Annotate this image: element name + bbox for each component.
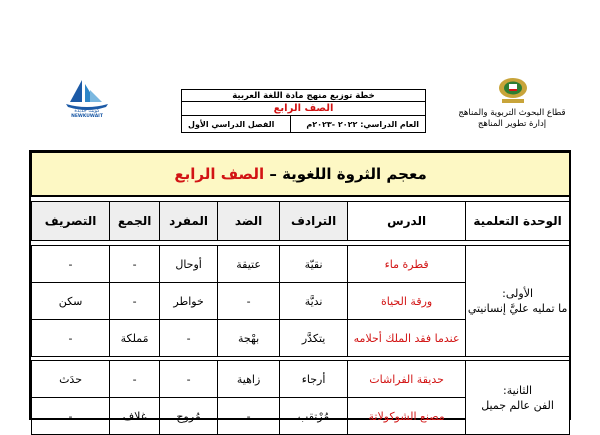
plan-info-box xyxy=(181,89,426,133)
unit-2-title: الفن عالم جميل xyxy=(481,398,554,412)
lesson-cell: حديقة الفراشات xyxy=(348,361,466,398)
antonym-cell: - xyxy=(218,283,280,320)
plan-title: خطة توزيع منهج مادة اللغة العربية xyxy=(182,90,425,102)
lesson-cell: ورقة الحياة xyxy=(348,283,466,320)
plan-grade: الصف الرابع xyxy=(182,102,425,116)
plural-cell: - xyxy=(110,246,160,283)
synonym-cell: نديَّة xyxy=(280,283,348,320)
lesson-cell: قطرة ماء xyxy=(348,246,466,283)
header-derivation: التصريف xyxy=(32,202,110,241)
lexicon-table xyxy=(31,152,570,435)
semester: الفصل الدراسي الأول xyxy=(188,120,275,129)
singular-cell: أوحال xyxy=(160,246,218,283)
antonym-cell: زاهية xyxy=(218,361,280,398)
academic-year: العام الدراسي: ٢٠٢٢ -٢٠٢٣م xyxy=(306,120,419,129)
ministry-line-1: قطاع البحوث التربوية والمناهج xyxy=(458,108,566,118)
plural-cell: - xyxy=(110,283,160,320)
plural-cell: مَملكة xyxy=(110,320,160,357)
plan-meta xyxy=(182,116,425,133)
caption-grade: الصف الرابع xyxy=(174,165,265,183)
table-caption xyxy=(32,153,570,197)
antonym-cell: عتيقة xyxy=(218,246,280,283)
new-kuwait-ar: كويت جديدة xyxy=(74,108,100,114)
table-row xyxy=(32,246,570,283)
derivation-cell: سكن xyxy=(32,283,110,320)
unit-1-number: الأولى: xyxy=(502,287,534,300)
ministry-department xyxy=(452,108,572,130)
synonym-cell: أرجاء xyxy=(280,361,348,398)
header-antonym: الضد xyxy=(218,202,280,241)
antonym-cell: - xyxy=(218,398,280,435)
synonym-cell: مُرْتقب xyxy=(280,398,348,435)
derivation-cell: - xyxy=(32,320,110,357)
unit-2-number: الثانية: xyxy=(503,383,533,397)
lesson-cell: عندما فقد الملك أحلامه xyxy=(348,320,466,357)
unit-1-cell xyxy=(466,246,570,357)
table-row xyxy=(32,361,570,398)
singular-cell: - xyxy=(160,320,218,357)
plural-cell: غلاف xyxy=(110,398,160,435)
derivation-cell: - xyxy=(32,246,110,283)
lexicon-table-frame xyxy=(29,150,571,423)
header-row xyxy=(32,202,570,241)
header-singular: المفرد xyxy=(160,202,218,241)
antonym-cell: بهْجة xyxy=(218,320,280,357)
divider xyxy=(290,116,291,133)
singular-cell: مُروج xyxy=(160,398,218,435)
header-synonym: الترادف xyxy=(280,202,348,241)
new-kuwait-label: NEWKUWAIT xyxy=(71,114,103,118)
singular-cell: خواطر xyxy=(160,283,218,320)
unit-2-cell xyxy=(466,361,570,435)
header-unit: الوحدة التعلمية xyxy=(466,202,570,241)
header-lesson: الدرس xyxy=(348,202,466,241)
ministry-line-2: إدارة تطوير المناهج xyxy=(477,119,547,129)
derivation-cell: - xyxy=(32,398,110,435)
plural-cell: - xyxy=(110,361,160,398)
singular-cell: - xyxy=(160,361,218,398)
lesson-cell: مصنع الشوكولاتة xyxy=(348,398,466,435)
derivation-cell: حدَث xyxy=(32,361,110,398)
caption-prefix: معجم الثروة اللغوية – xyxy=(269,165,427,183)
synonym-cell: يتكدَّر xyxy=(280,320,348,357)
new-kuwait-logo xyxy=(60,76,115,118)
synonym-cell: نقيّة xyxy=(280,246,348,283)
state-emblem-icon xyxy=(496,76,530,106)
unit-1-title: ما تمليه عليَّ إنسانيتي xyxy=(467,302,568,315)
header-plural: الجمع xyxy=(110,202,160,241)
